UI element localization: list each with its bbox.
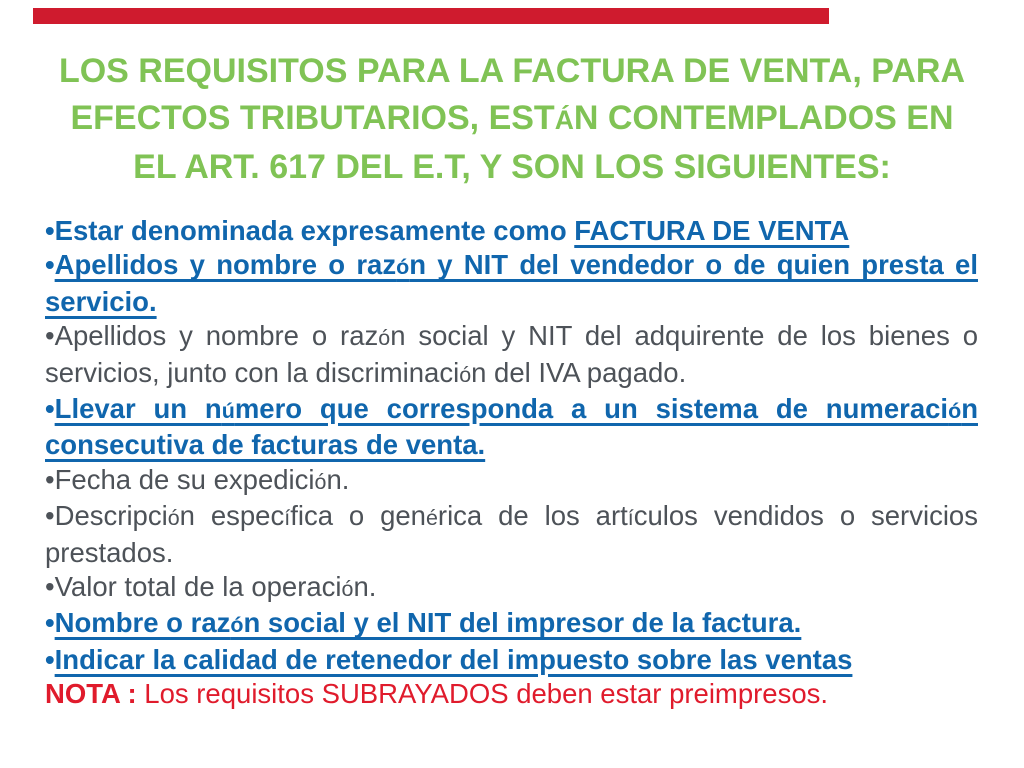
text-segment: •Descripción específica o genérica de los artículos vendidos o servicios [45, 500, 978, 532]
underlined-text: servicio. [45, 285, 157, 317]
accented-glyph: ó [167, 506, 180, 531]
accented-glyph: ó [948, 399, 962, 424]
text-segment: prestados. [45, 536, 174, 568]
underlined-text: FACTURA DE VENTA [574, 215, 850, 246]
bullet-numeracion-line1 [45, 392, 978, 428]
underlined-text: Indicar la calidad de retenedor del impuesto sobre las ventas [54, 643, 853, 675]
text-segment: NOTA : [45, 678, 145, 710]
underlined-text: Nombre o razón social y el NIT del impresor de la factura. [54, 607, 802, 639]
bullet-numeracion-line2 [45, 428, 978, 462]
text-segment: •Apellidos y nombre o razón social y NIT del adquirente de los bienes o [45, 320, 979, 352]
text-segment: •Valor total de la operación. [45, 571, 377, 603]
text-segment: • [45, 393, 55, 425]
accented-glyph: ó [459, 362, 472, 387]
underlined-text: consecutiva de facturas de venta. [45, 429, 486, 461]
underlined-text: Apellidos y nombre o razón y NIT del vendedor o de quien presta el [54, 249, 978, 281]
text-segment: • [45, 249, 55, 281]
bullet-valor [45, 570, 978, 606]
slide-title [0, 48, 1024, 191]
accented-glyph: ú [221, 399, 235, 424]
accented-glyph: ó [230, 613, 244, 638]
bullet-vendedor-line2 [45, 285, 978, 319]
text-segment: Los requisitos SUBRAYADOS deben estar preimpresos. [144, 678, 829, 710]
bullet-vendedor-line1 [45, 248, 978, 284]
bullet-adquirente-line1 [45, 319, 978, 355]
accented-glyph: Á [554, 105, 574, 135]
text-segment: •Fecha de su expedición. [45, 463, 350, 495]
accented-glyph: ó [341, 577, 354, 602]
text-segment: servicios, junto con la discriminación del IVA pagado. [45, 356, 687, 388]
slide-title-line: EL ART. 617 DEL E.T, Y SON LOS SIGUIENTES: [133, 148, 891, 186]
text-segment: • [45, 643, 55, 675]
bullet-fecha [45, 463, 978, 499]
slide-title-line: EFECTOS TRIBUTARIOS, ESTÁN CONTEMPLADOS EN [70, 99, 954, 137]
accented-glyph: í [284, 506, 291, 531]
bullet-impresor [45, 606, 978, 642]
nota-line [45, 677, 978, 711]
text-segment: • [45, 607, 55, 639]
bullet-retenedor [45, 643, 978, 677]
underlined-text: Llevar un número que corresponda a un sistema de numeración [54, 393, 978, 425]
slide-title-line: LOS REQUISITOS PARA LA FACTURA DE VENTA, PARA [58, 52, 966, 90]
bullet-denominacion [45, 214, 978, 248]
slide-body [45, 214, 978, 712]
top-red-bar [33, 8, 829, 24]
accented-glyph: í [627, 506, 634, 531]
bullet-descripcion-line2 [45, 536, 978, 570]
accented-glyph: ó [314, 469, 327, 494]
accented-glyph: ó [396, 255, 410, 280]
bullet-adquirente-line2 [45, 356, 978, 392]
text-segment: •Estar denominada expresamente como [45, 215, 575, 246]
accented-glyph: ó [378, 326, 391, 351]
bullet-descripcion-line1 [45, 499, 978, 535]
accented-glyph: é [425, 506, 438, 531]
